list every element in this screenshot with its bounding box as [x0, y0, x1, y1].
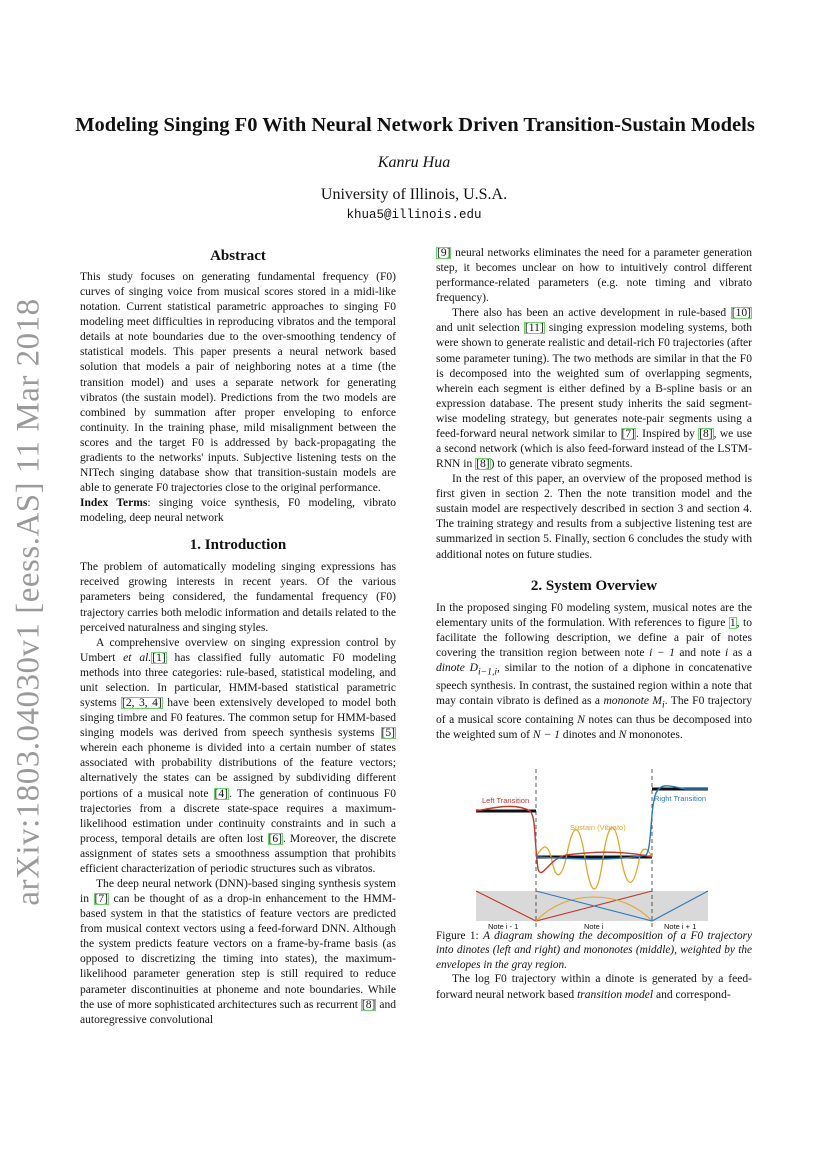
right-paragraph-2: In the rest of this paper, an overview of the proposed method is first given in section 2. Then the note transition model and the sustain model are respectively described in section 3 and section 4. The training strategy and results from a subjective listening test are summarized in section 5. Finally, section 6 concludes the study with additional notes on future studies.	[436, 473, 752, 561]
paper-title: Modeling Singing F0 With Neural Network Driven Transition-Sustain Models	[75, 114, 755, 136]
system-overview-paragraph: In the proposed singing F0 modeling system, musical notes are the elementary units of the formulation. With references to figure 1, to facilitate the following description, we define a pair of notes covering the transition region between note i − 1 and note i as a dinote $D_{i-1,i}$, similar to the notion of a diphone in concatenative speech synthesis. In contrast, the sustained region within a note that may contain vibrato is defined as a mononote $M_i$. The F0 trajectory of a musical score containing N notes can thus be decomposed into the weighted sum of N − 1 dinotes and N mononotes.	[436, 601, 753, 741]
index-terms	[80, 496, 396, 526]
right-transition-label: Right Transition	[654, 793, 707, 803]
note-label-current: Note i	[584, 921, 604, 929]
left-column	[80, 246, 396, 1028]
index-terms-text: : singing voice synthesis, F0 modeling, vibrato modeling, deep neural network	[80, 497, 397, 525]
abstract-heading: Abstract	[210, 248, 266, 264]
system-overview-heading: 2. System Overview	[530, 577, 658, 594]
affiliation: University of Illinois, U.S.A.	[320, 186, 508, 203]
citation-link[interactable]: [2, 3, 4]	[122, 697, 162, 710]
arxiv-side-stamp: arXiv:1803.04030v1 [eess.AS] 11 Mar 2018	[10, 298, 47, 906]
citation-link[interactable]: [8]	[476, 458, 490, 471]
intro-paragraph-2: A comprehensive overview on singing expression control by Umbert et al.[1] has classified fully automatic F0 modeling methods into three categories: rule-based, statistical modeling, and unit selection. In particular, HMM-based statistical parametric systems [2, 3, 4] have been extensively developed to model both singing timbre and F0 features. The common setup for HMM-based singing models was derived from speech synthesis systems [5] wherein each phoneme is divided into a certain number of states associated with probability distributions of the feature vectors; alternatively the states can be assigned by subdividing different portions of a musical note [4]. The generation of continuous F0 trajectories from a discrete state-space requires a maximum-likelihood estimation under continuity constraints and in such a process, temporal details are often lost [6]. Moreover, the discrete assignment of states sets a smoothness assumption that prohibits efficient characterization of periodic structures such as vibratos.	[80, 636, 397, 875]
figure-link[interactable]: 1	[729, 616, 736, 629]
right-paragraph-last: The log F0 trajectory within a dinote is generated by a feed-forward neural network based transition model and correspond-	[436, 973, 752, 1001]
right-paragraph-1: There also has been an active development in rule-based [10] and unit selection [11] singing expression modeling systems, both were shown to generate realistic and detail-rich F0 trajectories (after some parameter tuning). The two methods are similar in that the F0 is decomposed into the weighted sum of overlapping segments, wherein each segment is either defined by a B-spline basis or an expression database. The present study inherits the said segment-wise modeling strategy, but generates note-pair segments using a feed-forward neural network similar to [7]. Inspired by [8], we use a second network (which is also feed-forward instead of the LSTM-RNN in [8]) to generate vibrato segments.	[436, 307, 752, 471]
citation-link[interactable]: [7]	[94, 893, 108, 906]
left-transition-label: Left Transition	[482, 795, 530, 805]
figure-1	[436, 769, 752, 929]
citation-link[interactable]: [8]	[361, 998, 376, 1011]
note-label-next: Note i + 1	[664, 921, 697, 929]
figure-1-diagram	[436, 769, 752, 929]
sustain-label: Sustain (Vibrato)	[570, 822, 626, 832]
citation-link[interactable]: [9]	[437, 247, 451, 259]
abstract-text: This study focuses on generating fundamental frequency (F0) curves of singing voice from musical scores stored in a midi-like notation. Current statistical parametric approaches to singing F0 modeling meet difficulties in reproducing vibratos and the temporal details at note boundaries due to the over-smoothing tendency of statistical models. This paper presents a neural network based solution that models a pair of neighboring notes at a time (the transition model) and uses a separate network for generating vibratos (the sustain model). Predictions from the two models are combined by summation after proper enveloping to enforce continuity. In the training phase, mild misalignment between the scores and the target F0 is addressed by back-propagating the gradients to the networks' inputs. Subjective listening tests on the NITech singing database show that transition-sustain models are able to generate F0 trajectories close to the original performance.	[80, 271, 396, 495]
left-transition-curve	[476, 806, 652, 872]
citation-link[interactable]: [1]	[152, 651, 166, 664]
right-paragraph-0: [9] neural networks eliminates the need for a parameter generation step, it becomes unclear on how to intuitively control different performance-related parameters (e.g. note timing and vibrato frequency).	[436, 247, 752, 305]
citation-link[interactable]: [11]	[524, 322, 544, 335]
citation-link[interactable]: [8]	[699, 427, 713, 440]
intro-heading: 1. Introduction	[189, 537, 287, 554]
citation-link[interactable]: [6]	[268, 832, 282, 845]
citation-link[interactable]: [4]	[214, 787, 228, 800]
citation-link[interactable]: [10]	[731, 307, 751, 320]
intro-paragraph-1: The problem of automatically modeling singing expressions has received growing interests in recent years. Of the various parameters being considered, the fundamental frequency (F0) trajectory carries both melodic information and details related to the perceived naturalness and singing styles.	[80, 561, 396, 634]
email: khua5@illinois.edu	[346, 208, 482, 222]
citation-link[interactable]: [7]	[621, 427, 635, 440]
citation-link[interactable]: [5]	[381, 727, 395, 740]
index-terms-label: Index Terms	[80, 497, 148, 510]
note-label-prev: Note i - 1	[488, 921, 519, 929]
figure-1-caption: Figure 1: A diagram showing the decomposition of a F0 trajectory into dinotes (left and right) and mononotes (middle), weighted by the envelopes in the gray region.	[436, 929, 753, 971]
author: Kanru Hua	[377, 154, 451, 171]
right-column	[436, 246, 752, 1003]
intro-paragraph-3: The deep neural network (DNN)-based singing synthesis system in [7] can be thought of as a drop-in enhancement to the HMM-based system in that the statistics of feature vectors are predicted from musical context vectors using a feed-forward DNN. Although the system predicts feature vectors on a frame-by-frame basis (as opposed to discretizing the timing into states), the maximum-likelihood parameter generation step is still required to reduce parameter discontinuities at phoneme and note boundaries. While the use of more sophisticated architectures such as recurrent [8] and autoregressive convolutional	[80, 877, 397, 1026]
